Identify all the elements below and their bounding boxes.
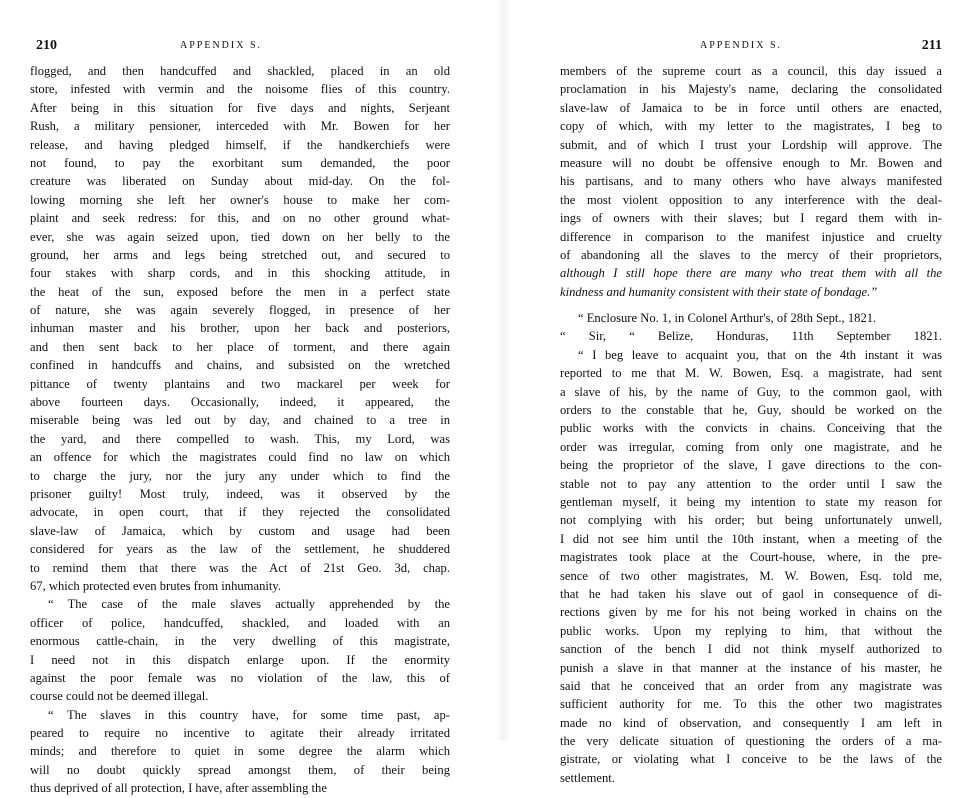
text-line: flogged, and then handcuffed and shackled, placed in an old bbox=[30, 64, 450, 78]
text-line: measure will no doubt be offensive enough to Mr. Bowen and bbox=[560, 155, 942, 170]
running-head: APPENDIX S. bbox=[700, 40, 783, 51]
text-line: 67, which protected even brutes from inhumanity. bbox=[30, 578, 281, 593]
text-line: I did not see him until the 10th instant, when a meeting of the bbox=[560, 531, 942, 546]
text-line: sanction of the bench I did not think myself authorized to bbox=[560, 642, 942, 657]
text-line: confined in handcuffs and chains, and subsisted on the wretched bbox=[30, 358, 450, 373]
text-line: enormous cattle-chain, in the very dwelling of this magistrate, bbox=[30, 634, 450, 649]
text-line: pittance of twenty plantains and two mackarel per week for bbox=[30, 376, 450, 391]
text-line: creature was liberated on Sunday about mid-day. On the fol- bbox=[30, 174, 450, 189]
text-line: officer of police, handcuffed, shackled, and loaded with an bbox=[30, 615, 450, 630]
text-line: slave-law of Jamaica to be in force until others are enacted, bbox=[560, 100, 942, 115]
text-line: store, infested with vermin and the noisome flies of this country. bbox=[30, 82, 450, 97]
text-line: the very delicate situation of questioning the orders of a ma- bbox=[560, 734, 942, 749]
text-line: slave-law of Jamaica, which by custom and usage had been bbox=[30, 523, 450, 538]
text-line: minds; and therefore to quiet in some degree the alarm which bbox=[30, 744, 450, 759]
text-line: to remind them that there was the Act of 21st Geo. 3d, chap. bbox=[30, 560, 450, 575]
text-line: plaint and seek redress: for this, and on no other ground what- bbox=[30, 211, 450, 226]
text-line: reported to me that M. W. Bowen, Esq. a magistrate, had sent bbox=[560, 366, 942, 381]
text-line: rections given by me for his not being worked in chains on the bbox=[560, 605, 942, 620]
text-line: made no kind of observation, and consequently I am left in bbox=[560, 715, 942, 730]
text-line: copy of which, with my letter to the magistrates, I beg to bbox=[560, 119, 942, 134]
text-line: the most violent opposition to any interference with the deal- bbox=[560, 192, 942, 207]
text-line: “ Enclosure No. 1, in Colonel Arthur's, of 28th Sept., 1821. bbox=[578, 311, 877, 326]
text-line: and then sent back to her place of torment, and there again bbox=[30, 339, 450, 354]
text-line: lowing morning she left her owner's house to make her com- bbox=[30, 192, 450, 207]
text-line: settlement. bbox=[560, 770, 615, 785]
text-line: of abandoning all the slaves to the mercy of their proprietors, bbox=[560, 247, 942, 262]
text-line: advocate, in open court, that if they rejected the consolidated bbox=[30, 505, 450, 520]
text-line: gentleman myself, it being my intention to state my reason for bbox=[560, 494, 942, 509]
text-line: prisoner guilty! Most truly, indeed, was it observed by the bbox=[30, 486, 450, 501]
text-line: said that he conceived that an order from any magistrate was bbox=[560, 678, 942, 693]
text-line: will no doubt quickly spread amongst them, of their being bbox=[30, 762, 450, 777]
text-line: public works with the convicts in chains. Conceiving that the bbox=[560, 421, 942, 436]
text-line: gistrate, or violating what I conceive to be the laws of the bbox=[560, 752, 942, 767]
text-line: four stakes with sharp cords, and in this shocking attitude, in bbox=[30, 266, 450, 281]
text-line: members of the supreme court as a council, this day issued a bbox=[560, 64, 942, 78]
left-page-body bbox=[30, 62, 450, 798]
text-line: being the proprietor of the slave, I gave directions to the con- bbox=[560, 458, 942, 473]
text-line: not found, to pay the exorbitant sum demanded, the poor bbox=[30, 155, 450, 170]
text-line: release, and having pledged himself, if the handkerchiefs were bbox=[30, 137, 450, 152]
right-page-header bbox=[560, 38, 942, 58]
right-page bbox=[560, 0, 942, 785]
text-line: public works. Upon my replying to him, that without the bbox=[560, 623, 942, 638]
text-line: I need not in this dispatch enlarge upon. If the enormity bbox=[30, 652, 450, 667]
running-head: APPENDIX S. bbox=[180, 40, 263, 51]
right-page-body bbox=[560, 62, 942, 787]
text-line: order was irregular, coming from only one magistrate, and he bbox=[560, 439, 942, 454]
text-line: stable not to pay any attention to the order until I saw the bbox=[560, 476, 942, 491]
page-number: 211 bbox=[921, 38, 942, 53]
text-line: ground, her arms and legs being stretched out, and secured to bbox=[30, 247, 450, 262]
text-line: “ The case of the male slaves actually apprehended by the bbox=[48, 597, 450, 612]
text-line: “ I beg leave to acquaint you, that on the 4th instant it was bbox=[578, 347, 942, 362]
text-line: above fourteen days. Occasionally, indeed, it appeared, the bbox=[30, 395, 450, 410]
text-line: course could not be deemed illegal. bbox=[30, 689, 209, 704]
text-line: miserable being was led out by day, and chained to a tree in bbox=[30, 413, 450, 428]
text-line: against the poor female was no violation of the law, this of bbox=[30, 670, 450, 685]
text-line: the yard, and there compelled to wash. This, my Lord, was bbox=[30, 431, 450, 446]
text-line: magistrates took place at the Court-house, where, in the pre- bbox=[560, 550, 942, 565]
text-line: that he had taken his slave out of gaol in consequence of di- bbox=[560, 586, 942, 601]
text-line: sence of two other magistrates, M. W. Bowen, Esq. told me, bbox=[560, 568, 942, 583]
left-page bbox=[30, 0, 450, 796]
left-page-header bbox=[30, 38, 450, 58]
text-line: not complying with his order; but being unfortunately unwell, bbox=[560, 513, 942, 528]
text-line: inhuman master and his brother, upon her back and posteriors, bbox=[30, 321, 450, 336]
text-line: “ The slaves in this country have, for some time past, ap- bbox=[48, 707, 450, 722]
text-line: to charge the jury, nor the jury any under which to find the bbox=[30, 468, 450, 483]
text-line: peared to require no incentive to agitate their already irritated bbox=[30, 726, 450, 741]
text-line: an offence for which the magistrates could find no law on which bbox=[30, 450, 450, 465]
text-line: Rush, a military pensioner, interceded with Mr. Bowen for her bbox=[30, 119, 450, 134]
text-line: proclamation in his Majesty's name, declaring the consolidated bbox=[560, 82, 942, 97]
page-number: 210 bbox=[36, 38, 57, 53]
text-line: ever, she was again seized upon, tied down on her belly to the bbox=[30, 229, 450, 244]
gutter bbox=[496, 0, 510, 740]
text-line: submit, and of which I trust your Lordship will approve. The bbox=[560, 137, 942, 152]
text-line: punish a slave in that manner at the instance of his master, he bbox=[560, 660, 942, 675]
text-line: sufficient authority for me. To this the other two magistrates bbox=[560, 697, 942, 712]
text-line: ings of owners with their slaves; but I regard them with in- bbox=[560, 211, 942, 226]
text-line: “ Sir, “ Belize, Honduras, 11th September 1821. bbox=[560, 329, 942, 344]
text-line: After being in this situation for five days and nights, Serjeant bbox=[30, 100, 450, 115]
text-line: orders to the constable that he, Guy, should be worked on the bbox=[560, 403, 942, 418]
text-line: of nature, she was again severely flogged, in presence of her bbox=[30, 303, 450, 318]
text-line: his partisans, and to many others who have always manifested bbox=[560, 174, 942, 189]
text-line: kindness and humanity consistent with their state of bondage.” bbox=[560, 284, 878, 299]
text-line: thus deprived of all protection, I have, after assembling the bbox=[30, 781, 327, 796]
text-line: difference in comparison to the manifest injustice and cruelty bbox=[560, 229, 942, 244]
text-line: the heat of the sun, exposed before the men in a perfect state bbox=[30, 284, 450, 299]
text-line: considered for years as the law of the settlement, he shuddered bbox=[30, 542, 450, 557]
text-line: a slave of his, by the name of Guy, to the common gaol, with bbox=[560, 384, 942, 399]
text-line: although I still hope there are many who treat them with all the bbox=[560, 266, 942, 281]
